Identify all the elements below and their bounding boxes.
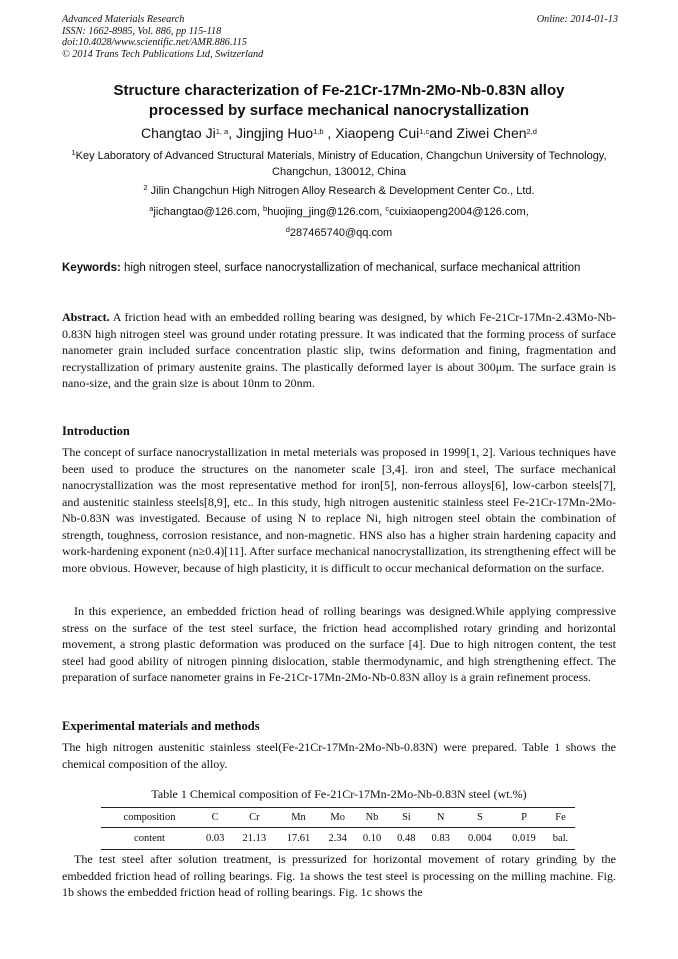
table-cell: 0.10 — [355, 828, 389, 850]
table-cell: 17.61 — [276, 828, 320, 850]
introduction-paragraph-2: In this experience, an embedded friction head of rolling bearings was designed.While applying compressive stress on the surface of the test steel surface, the friction head accomplished rotary grinding and horizontal movement, a strong plastic deformation was produced on the surface [4]. Due to high nitrogen content, the test steel had good ability of nitrogen pinning dislocation, stable thermodynamic, and high strengthening effect. The preparation of surface nanometer grains in Fe-21Cr-17Mn-2Mo-Nb-0.83N alloy is a grain refinement process. — [62, 604, 616, 684]
email-mark: b — [263, 204, 268, 213]
table-header-cell: Mn — [276, 808, 320, 828]
keywords — [62, 261, 616, 277]
journal-issn: ISSN: 1662-8985, Vol. 886, pp 115-118 — [62, 25, 222, 37]
table-header-cell: composition — [101, 808, 198, 828]
author-separator: , — [323, 125, 336, 141]
table-header-cell: Mo — [321, 808, 355, 828]
introduction-paragraph-1: The concept of surface nanocrystallization in metal meterials was proposed in 1999[1, 2]. Various techniques have been used to produce the structures on the nanometer scale [3,4]. iron and steel, The surface mechanical nanocrystallization was the most representative method for iron[5], non-ferrous alloys[6], low-carbon steels[7], and austenitic stainless steels[8,9], etc.. In this study, high nitrogen austenitic stainless steel Fe-21Cr-17Mn-2Mo-Nb-0.83N was investigated. Because of using N to replace Ni, high nitrogen steel obtain the combination of strength, toughness, corrosion resistance, and non-magnetic. HNS also has a higher strain hardening capacity and work-hardening exponent (n≥0.4)[11]. After surface mechanical nanocrystallization, its strengthening effect will be more obvious. However, because of high plasticity, it is difficult to occur mechanical deformation on the surface. — [62, 445, 616, 575]
table-cell: 2.34 — [321, 828, 355, 850]
abstract — [62, 309, 616, 392]
abstract-label: Abstract. — [62, 310, 110, 324]
author-list — [62, 124, 616, 142]
email-line-1 — [62, 205, 616, 221]
affiliation-2 — [62, 184, 616, 200]
methods-heading: Experimental materials and methods — [62, 719, 260, 733]
email-link[interactable]: 287465740@qq.com — [289, 227, 393, 239]
table-cell: 0.019 — [502, 828, 546, 850]
email-link[interactable]: cuixiaopeng2004@126.com, — [389, 206, 529, 218]
table-cell: content — [101, 828, 198, 850]
table-header-cell: C — [198, 808, 232, 828]
author-affiliation-mark: 2,d — [526, 127, 537, 136]
affiliation-1 — [62, 149, 616, 180]
email-link[interactable]: jichangtao@126.com, — [153, 206, 264, 218]
table-cell: 0.48 — [389, 828, 423, 850]
email-link[interactable]: huojing_jing@126.com, — [267, 206, 386, 218]
author-name: Changtao Ji — [141, 125, 216, 141]
table-row — [101, 828, 575, 850]
author-name: Jingjing Huo — [236, 125, 314, 141]
table-header-cell: Si — [389, 808, 423, 828]
keywords-text: high nitrogen steel, surface nanocrystallization of mechanical, surface mechanical attrition — [120, 262, 581, 274]
methods-paragraph-2: The test steel after solution treatment, is pressurized for horizontal movement of rotary grinding by the embedded friction head of rolling bearings. Fig. 1a shows the test steel is processing on the milling machine. Fig. 1b shows the embedded friction head of rolling bearings. Fig. 1c shows the — [62, 852, 616, 899]
table-cell: 0.83 — [423, 828, 457, 850]
journal-copyright: © 2014 Trans Tech Publications Ltd, Switzerland — [62, 48, 264, 60]
affiliation-text: Key Laboratory of Advanced Structural Materials, Ministry of Education, Changchun University of Technology, Changchun, 130012, China — [75, 150, 607, 178]
journal-doi[interactable]: doi:10.4028/www.scientific.net/AMR.886.115 — [62, 37, 247, 49]
keywords-label: Keywords: — [62, 262, 121, 274]
table-header-cell: S — [458, 808, 502, 828]
online-date: Online: 2014-01-13 — [536, 14, 618, 25]
author-name: Xiaopeng Cui — [335, 125, 420, 141]
affiliation-mark: 1 — [71, 148, 76, 157]
affiliation-text: Jilin Changchun High Nitrogen Alloy Research & Development Center Co., Ltd. — [147, 185, 535, 197]
author-affiliation-mark: 1,b — [313, 127, 324, 136]
paper-title — [62, 81, 616, 121]
author-separator: and — [429, 125, 457, 141]
table-header-cell: P — [502, 808, 546, 828]
email-mark: c — [385, 204, 390, 213]
introduction-heading: Introduction — [62, 424, 130, 438]
table-header-cell: Nb — [355, 808, 389, 828]
abstract-text: A friction head with an embedded rolling bearing was designed, by which Fe-21Cr-17Mn-2.43Mo-Nb-0.83N high nitrogen steel was ground under rotating pressure. It was indicated that the forming process of surface nanometer grain included surface concentration plastic slip, twins deformation and fining, fragmentation and recrystallization of primary austenite grains. The plastically deformed layer is about 300μm. The surface grain is nano-size, and the grain size is about 10nm to 20nm. — [62, 310, 616, 390]
table-cell: bal. — [546, 828, 575, 850]
table-cell: 21.13 — [232, 828, 276, 850]
author-affiliation-mark: 1, a — [215, 127, 229, 136]
methods-paragraph-1: The high nitrogen austenitic stainless steel(Fe-21Cr-17Mn-2Mo-Nb-0.83N) were prepared. Table 1 shows the chemical composition of the alloy. — [62, 740, 616, 771]
table-header-row — [101, 808, 575, 828]
table-header-cell: Cr — [232, 808, 276, 828]
table-header-cell: Fe — [546, 808, 575, 828]
table-caption: Table 1 Chemical composition of Fe-21Cr-17Mn-2Mo-Nb-0.83N steel (wt.%) — [151, 787, 527, 801]
author-separator: , — [228, 125, 237, 141]
title-line-1: Structure characterization of Fe-21Cr-17Mn-2Mo-Nb-0.83N alloy — [113, 82, 565, 99]
composition-table — [101, 807, 575, 850]
email-line-2 — [62, 226, 616, 242]
email-mark: a — [149, 204, 154, 213]
table-cell: 0.004 — [458, 828, 502, 850]
journal-header — [62, 14, 618, 60]
affiliation-mark: 2 — [143, 183, 148, 192]
journal-name: Advanced Materials Research — [62, 14, 185, 25]
table-header-cell: N — [423, 808, 457, 828]
table-cell: 0.03 — [198, 828, 232, 850]
author-affiliation-mark: 1,c — [419, 127, 430, 136]
author-name: Ziwei Chen — [456, 125, 527, 141]
title-line-2: processed by surface mechanical nanocrystallization — [148, 102, 530, 119]
email-mark: d — [285, 225, 290, 234]
